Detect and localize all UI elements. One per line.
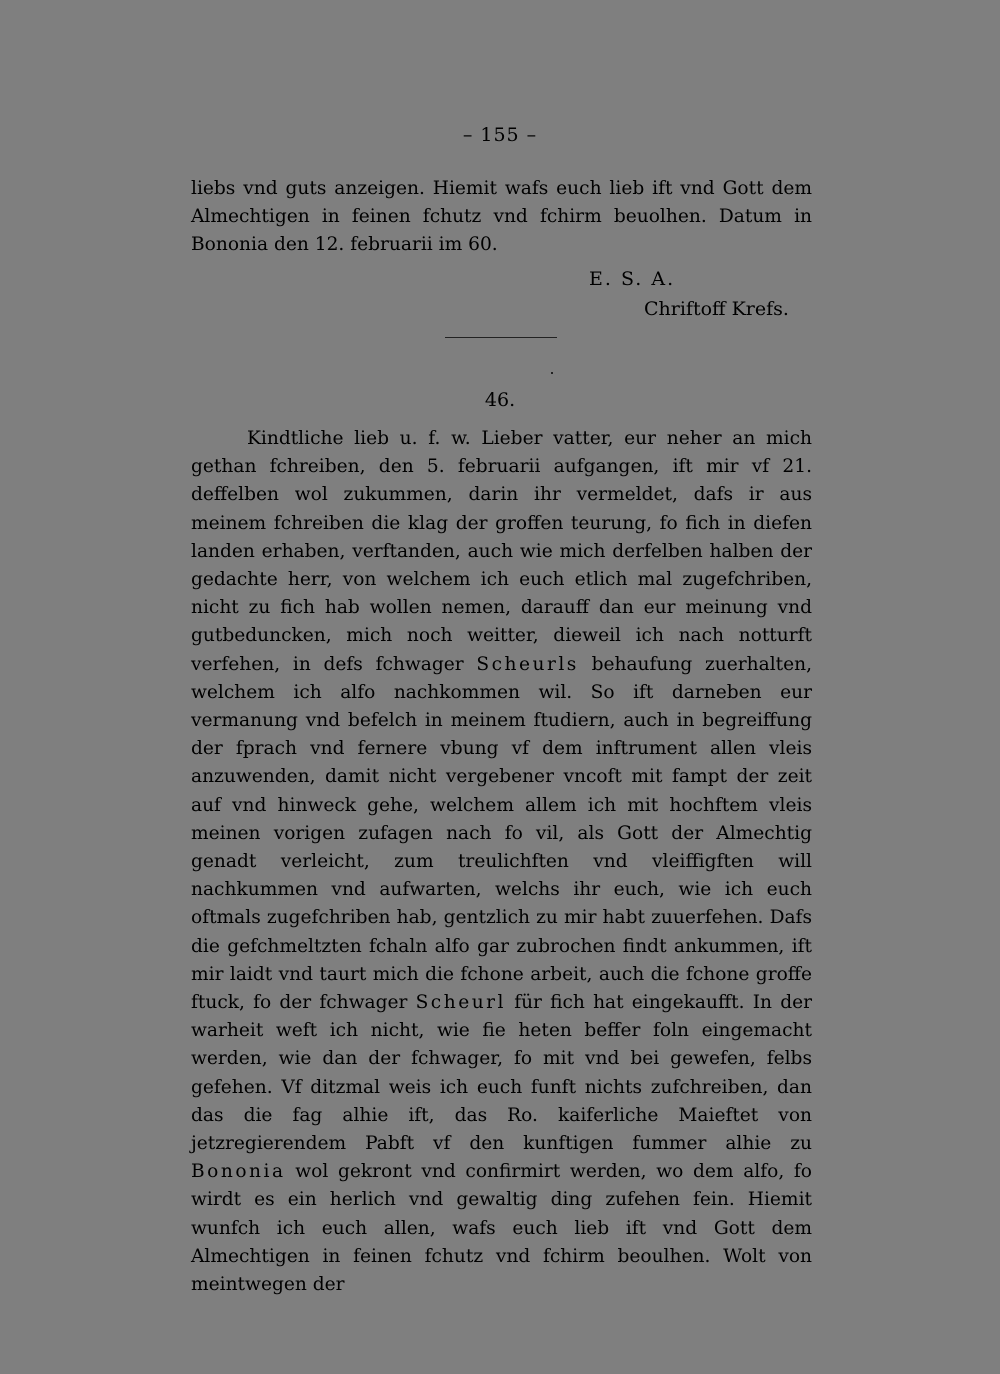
section-separator	[445, 337, 557, 338]
signature-name: Chriftoff Krefs.	[644, 298, 789, 320]
letter-paragraph	[191, 425, 812, 1299]
letter-text-part2: behaufung zuerhalten, welchem ich alfo nachkommen wil. So ift darneben eur vermanung vnd befelch in meinem ftudiern, auch in begreiffung der fprach vnd fernere vbung vf dem inftrument allen vleis anzuwenden, damit nicht vergebener vncoft mit fampt der zeit auf vnd hinweck gehe, welchem allem ich mit hochftem vleis meinen vorigen zufagen nach fo vil, als Gott der Almechtig genadt verleicht, zum treulichften vnd vleiffigften will nachkummen vnd aufwarten, welchs ihr euch, wie ich euch oftmals zugefchriben hab, gentzlich zu mir habt zuuerfehen. Dafs die gefchmeltzten fchaln alfo gar zubrochen findt ankummen, ift mir laidt vnd taurt mich die fchone arbeit, auch die fchone groffe ftuck, fo der fchwager	[191, 653, 812, 1014]
letter-body	[191, 425, 812, 1299]
letter-text-part1: Kindtliche lieb u. f. w. Lieber vatter, eur neher an mich gethan fchreiben, den 5. februarii aufgangen, ift mir vf 21. deffelben wol zukummen, darin ihr vermeldet, dafs ir aus meinem fchreiben die klag der groffen teurung, fo fich in diefen landen erhaben, verftanden, auch wie mich derfelben halben der gedachte herr, von welchem ich euch etlich mal zugefchriben, nicht zu fich hab wollen nemen, darauff dan eur meinung vnd gutbeduncken, mich noch weitter, dieweil ich nach notturft verfehen, in defs fchwager	[191, 428, 812, 675]
name-scheurls: Scheurls	[476, 653, 579, 675]
page-number: – 155 –	[462, 124, 538, 146]
letter-text-part3: für fich hat eingekaufft. In der warheit weft ich nicht, wie fie heten beffer foln eingemacht werden, wie dan der fchwager, fo mit vnd bei gewefen, felbs gefehen. Vf ditzmal weis ich euch funft nichts zufchreiben, dan das die fag alhie ift, das Ro. kaiferliche Maieftet von jetzregierendem Pabft vf den kunftigen fummer alhie zu	[191, 992, 812, 1155]
decorative-dot	[551, 372, 553, 374]
letter-text-part4: wol gekront vnd confirmirt werden, wo dem alfo, fo wirdt es ein herlich vnd gewaltig ding zufehen fein. Hiemit wunfch ich euch allen, wafs euch lieb ift vnd Gott dem Almechtigen in feinen fchutz vnd fchirm beoulhen. Wolt von meintwegen der	[191, 1161, 812, 1296]
name-scheurl: Scheurl	[415, 992, 507, 1014]
letter-number: 46.	[484, 389, 516, 411]
previous-letter-closing: liebs vnd guts anzeigen. Hiemit wafs euch lieb ift vnd Gott dem Almechtigen in feinen fchutz vnd fchirm beuolhen. Datum in Bononia den 12. februarii im 60.	[191, 178, 812, 256]
signature-initials: E. S. A.	[589, 268, 676, 290]
name-bononia: Bononia	[191, 1161, 286, 1183]
